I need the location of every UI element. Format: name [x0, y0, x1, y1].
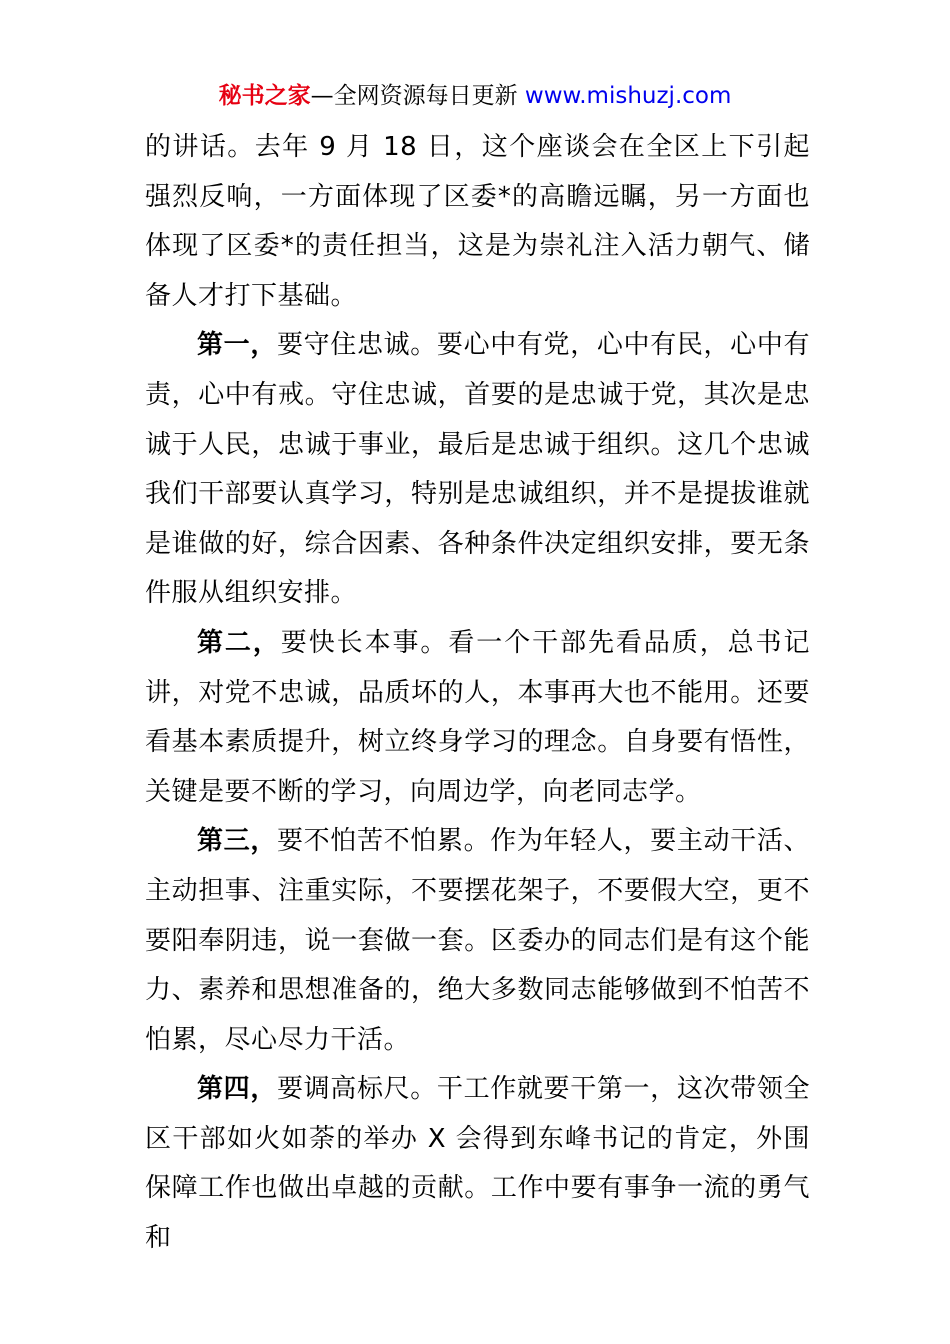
paragraph-point-three	[145, 817, 810, 1065]
site-brand: 秘书之家	[218, 83, 311, 109]
point-two-text: 要快长本事。看一个干部先看品质，总书记讲，对党不忠诚，品质坏的人，本事再大也不能用。还要看基本素质提升，树立终身学习的理念。自身要有悟性，关键是要不断的学习，向周边学，向老同志学。	[145, 627, 810, 807]
paragraph-continuation: 的讲话。去年 9 月 18 日，这个座谈会在全区上下引起强烈反响，一方面体现了区委*的高瞻远瞩，另一方面也体现了区委*的责任担当，这是为崇礼注入活力朝气、储备人才打下基础。	[145, 132, 810, 311]
paragraph-point-two	[145, 619, 810, 817]
point-four-lead: 第四，	[197, 1074, 277, 1105]
point-three-text: 要不怕苦不怕累。作为年轻人，要主动干活、主动担事、注重实际，不要摆花架子，不要假大空，更不要阳奉阴违，说一套做一套。区委办的同志们是有这个能力、素养和思想准备的，绝大多数同志能够做到不怕苦不怕累，尽心尽力干活。	[145, 826, 810, 1055]
point-three-lead: 第三，	[197, 826, 277, 857]
point-one-text: 要守住忠诚。要心中有党，心中有民，心中有责，心中有戒。守住忠诚，首要的是忠诚于党，其次是忠诚于人民，忠诚于事业，最后是忠诚于组织。这几个忠诚我们干部要认真学习，特别是忠诚组织，并不是提拔谁就是谁做的好，综合因素、各种条件决定组织安排，要无条件服从组织安排。	[145, 330, 810, 609]
point-two-lead: 第二，	[197, 627, 281, 658]
point-one-lead: 第一，	[197, 330, 277, 361]
site-url-link[interactable]: www.mishuzj.com	[524, 83, 732, 109]
page-header	[0, 80, 950, 112]
site-tagline: —全网资源每日更新	[310, 83, 525, 109]
point-four-text: 要调高标尺。干工作就要干第一，这次带领全区干部如火如荼的举办 X 会得到东峰书记的肯定，外围保障工作也做出卓越的贡献。工作中要有事争一流的勇气和	[145, 1074, 810, 1254]
paragraph-point-one	[145, 321, 810, 619]
document-body	[145, 123, 810, 1264]
paragraph-point-four	[145, 1065, 810, 1263]
